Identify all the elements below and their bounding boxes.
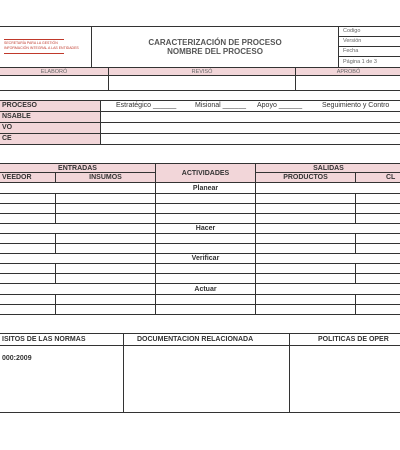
aprobo-label: APROBÓ (336, 68, 361, 75)
title-line-2: NOMBRE DEL PROCESO (167, 47, 263, 56)
table-cell[interactable] (55, 213, 156, 224)
politicas-header: POLITICAS DE OPER (318, 336, 389, 343)
productos-text: PRODUCTOS (283, 174, 328, 181)
proveedor-text: VEEDOR (2, 174, 32, 181)
option-apoyo[interactable]: Apoyo ______ (257, 102, 303, 109)
table-cell[interactable] (255, 243, 356, 254)
entradas-text: ENTRADAS (58, 164, 97, 172)
table-cell[interactable] (55, 273, 156, 284)
table-cell[interactable] (155, 304, 256, 315)
productos-header (255, 172, 356, 183)
table-cell[interactable] (55, 304, 156, 315)
title-line-1: CARACTERIZACIÓN DE PROCESO (148, 38, 282, 47)
table-cell[interactable] (255, 273, 356, 284)
table-cell[interactable] (0, 304, 56, 315)
table-cell[interactable] (0, 213, 56, 224)
codigo-label: Codigo (343, 28, 361, 34)
alcance-field[interactable] (100, 133, 400, 145)
tipo-proceso-text: PROCESO (2, 102, 38, 109)
logo-box (0, 26, 92, 68)
norma-text: 000:2009 (2, 355, 32, 362)
logo-text-2: INFORMACIÓN INTEGRAL A LAS ENTIDADES (4, 46, 79, 50)
option-estrategico[interactable]: Estratégico ______ (116, 102, 177, 109)
actividades-header (155, 163, 256, 183)
reviso-sign[interactable] (108, 75, 296, 91)
elaboro-sign[interactable] (0, 75, 109, 91)
table-cell[interactable] (355, 213, 400, 224)
logo-text-1: SECRETARÍA PARA LA GESTIÓN (4, 41, 58, 45)
table-cell[interactable] (0, 243, 56, 254)
requisitos-header: ISITOS DE LAS NORMAS (2, 336, 86, 343)
responsable-text: NSABLE (2, 113, 31, 120)
clientes-header (355, 172, 400, 183)
table-cell[interactable] (0, 273, 56, 284)
aprobo-sign[interactable] (295, 75, 400, 91)
phase-label-actuar (155, 284, 256, 294)
phase-label-verificar (155, 253, 256, 263)
phase-title: Actuar (194, 285, 217, 293)
table-cell[interactable] (55, 243, 156, 254)
insumos-header (55, 172, 156, 183)
phase-label-hacer (155, 223, 256, 233)
phase-title: Planear (192, 184, 219, 192)
objetivo-text: VO (2, 124, 13, 131)
alcance-text: CE (2, 135, 12, 142)
alcance-label (0, 133, 101, 145)
option-seguimiento[interactable]: Seguimiento y Contro (322, 102, 390, 109)
table-cell[interactable] (355, 304, 400, 315)
insumos-text: INSUMOS (89, 174, 122, 181)
logo-line (4, 39, 64, 40)
actividades-text: ACTIVIDADES (181, 169, 230, 177)
fecha-label: Fecha (343, 48, 359, 54)
table-cell[interactable] (155, 273, 256, 284)
phase-title: Verificar (191, 254, 220, 262)
logo-line-bottom (4, 53, 64, 54)
version-label: Versión (343, 38, 362, 44)
proveedor-header (0, 172, 56, 183)
salidas-text: SALIDAS (313, 164, 344, 172)
documentacion-header: DOCUMENTACION RELACIONADA (137, 336, 254, 343)
table-cell[interactable] (355, 273, 400, 284)
phase-label-planear (155, 183, 256, 193)
table-cell[interactable] (255, 304, 356, 315)
elaboro-label: ELABORÓ (40, 68, 68, 75)
phase-title: Hacer (195, 224, 216, 232)
option-misional[interactable]: Misional ______ (195, 102, 246, 109)
clientes-text: CL (386, 174, 396, 181)
pagina-label: Página 1 de 3 (343, 59, 377, 65)
reviso-label: REVISÓ (191, 68, 213, 75)
table-cell[interactable] (355, 243, 400, 254)
document-title (91, 26, 339, 68)
table-cell[interactable] (255, 213, 356, 224)
bottom-header-line (0, 345, 400, 346)
